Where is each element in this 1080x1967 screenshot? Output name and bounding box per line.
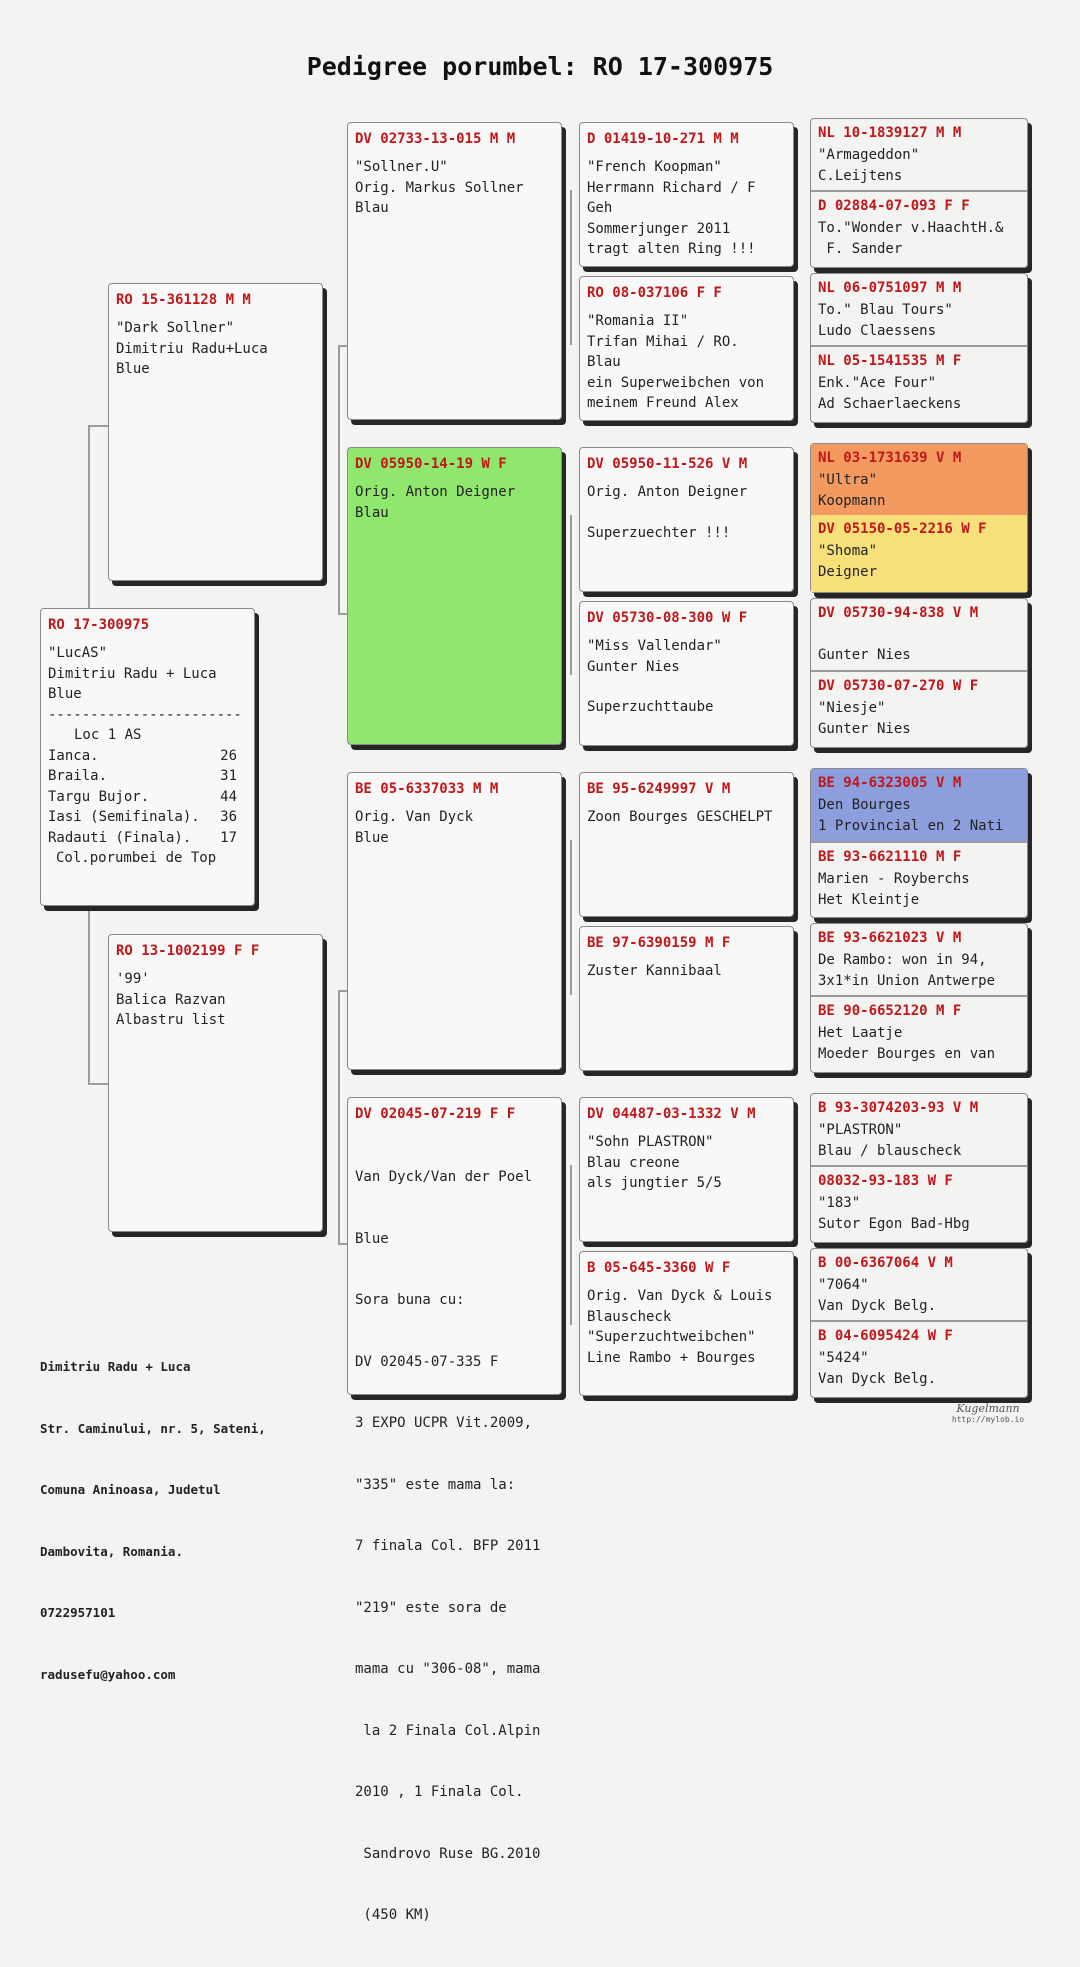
pigeon-line: Het Kleintje xyxy=(818,891,920,908)
result-row xyxy=(48,828,247,849)
ancestor-pair-card xyxy=(810,1248,1028,1398)
ancestor-cell[interactable] xyxy=(811,444,1027,517)
ancestor-cell[interactable] xyxy=(811,515,1027,592)
ring-number: 08032-93-183 W F xyxy=(818,1173,953,1189)
pigeon-line: Herrmann Richard / F xyxy=(587,179,756,196)
pigeon-line: 7 finala Col. BFP 2011 xyxy=(355,1538,541,1554)
pigeon-line: Line Rambo + Bourges xyxy=(587,1349,756,1366)
pigeon-line: Zoon Bourges GESCHELPT xyxy=(587,809,773,825)
pigeon-line: "Miss Vallendar" xyxy=(587,638,722,654)
pigeon-line: ein Superweibchen von xyxy=(587,374,765,391)
ancestor-cell[interactable] xyxy=(811,192,1027,267)
result-row xyxy=(48,766,247,787)
result-row xyxy=(48,746,247,767)
pigeon-line xyxy=(587,503,786,523)
pigeon-line: To."Wonder v.HaachtH.& xyxy=(818,220,1004,236)
ring-number: DV 04487-03-1332 V M xyxy=(587,1106,756,1122)
pigeon-line: Orig. Van Dyck & Louis xyxy=(587,1288,773,1304)
ancestor-pair-card xyxy=(810,598,1028,748)
pigeon-line: F. Sander xyxy=(818,240,903,257)
pigeon-line: "Armageddon" xyxy=(818,147,920,163)
great-grandparent-card[interactable] xyxy=(579,601,794,746)
pigeon-line: Blau xyxy=(355,504,389,521)
ring-number: RO 08-037106 F F xyxy=(587,285,722,301)
pigeon-line: "French Koopman" xyxy=(587,159,722,175)
owner-line: Str. Caminului, nr. 5, Sateni, xyxy=(40,1420,266,1436)
pigeon-name: '99' xyxy=(116,971,150,987)
result-row xyxy=(48,807,247,828)
ring-number: B 04-6095424 W F xyxy=(818,1328,953,1344)
ring-number: BE 90-6652120 M F xyxy=(818,1003,962,1019)
pigeon-line: "Ultra" xyxy=(818,472,878,488)
pigeon-line: Orig. Van Dyck xyxy=(355,809,474,825)
ancestor-cell[interactable] xyxy=(811,672,1027,747)
ring-number: DV 02045-07-219 F F xyxy=(355,1106,516,1122)
ring-number: DV 05950-11-526 V M xyxy=(587,456,748,472)
ring-number: B 05-645-3360 W F xyxy=(587,1260,731,1276)
ring-number: DV 05730-94-838 V M xyxy=(818,605,979,621)
ancestor-pair-card xyxy=(810,443,1028,593)
ring-number: B 93-3074203-93 V M xyxy=(818,1100,979,1116)
ancestor-cell[interactable] xyxy=(811,843,1027,917)
ring-number: BE 05-6337033 M M xyxy=(355,781,499,797)
page-title: Pedigree porumbel: RO 17-300975 xyxy=(306,52,774,81)
pigeon-line: Koopmann xyxy=(818,492,886,509)
pigeon-line: mama cu "306-08", mama xyxy=(355,1661,541,1677)
pigeon-line: 3x1*in Union Antwerpe xyxy=(818,972,996,989)
pigeon-line: Orig. Markus Sollner xyxy=(355,179,524,196)
race-place: 36 xyxy=(220,809,237,825)
pigeon-line: "Superzuchtweibchen" xyxy=(587,1329,756,1345)
pigeon-line: Trifan Mihai / RO. xyxy=(587,333,739,350)
ring-number: NL 06-0751097 M M xyxy=(818,280,962,296)
ancestor-cell[interactable] xyxy=(811,347,1027,422)
grandparent-card[interactable] xyxy=(347,122,562,420)
results-footer: Col.porumbei de Top xyxy=(56,850,217,866)
race-name: Iasi (Semifinala). xyxy=(48,809,200,825)
ring-number: D 02884-07-093 F F xyxy=(818,198,970,214)
pigeon-line: "Sohn PLASTRON" xyxy=(587,1134,714,1150)
pigeon-line: Gunter Nies xyxy=(818,647,911,663)
pigeon-line: Blue xyxy=(355,829,389,846)
ring-number: RO 13-1002199 F F xyxy=(116,943,260,959)
ring-number: D 01419-10-271 M M xyxy=(587,131,739,147)
pigeon-line: Blau xyxy=(587,354,621,370)
owner-line: Comuna Aninoasa, Judetul xyxy=(40,1482,221,1497)
pigeon-line: als jungtier 5/5 xyxy=(587,1175,722,1191)
pigeon-line: "219" este sora de xyxy=(355,1599,507,1616)
pigeon-line: "Shoma" xyxy=(818,543,878,559)
pigeon-line: "PLASTRON" xyxy=(818,1122,903,1138)
connector-line xyxy=(570,840,572,995)
ring-number: DV 05150-05-2216 W F xyxy=(818,521,987,537)
ancestor-cell[interactable] xyxy=(811,769,1027,843)
great-grandparent-card[interactable] xyxy=(579,122,794,267)
pigeon-line: Blau xyxy=(355,200,389,216)
grandparent-card[interactable] xyxy=(347,772,562,1070)
pigeon-line: "183" xyxy=(818,1195,861,1211)
pigeon-owner: Dimitriu Radu + Luca xyxy=(48,665,217,682)
pigeon-color: Albastru list xyxy=(116,1012,226,1028)
ancestor-cell[interactable] xyxy=(811,1322,1027,1397)
pigeon-line: Deigner xyxy=(818,563,878,580)
result-row xyxy=(48,787,247,808)
great-grandparent-card[interactable] xyxy=(579,772,794,917)
connector-line xyxy=(570,190,572,345)
pigeon-name: "LucAS" xyxy=(48,645,108,661)
connector-line xyxy=(570,515,572,675)
ring-number: DV 05730-08-300 W F xyxy=(587,610,748,626)
pigeon-line: Blau creone xyxy=(587,1154,680,1171)
pigeon-color: Blue xyxy=(116,361,150,377)
ring-number: BE 93-6621110 M F xyxy=(818,849,962,865)
pigeon-card[interactable] xyxy=(40,608,255,906)
ancestor-pair-card xyxy=(810,923,1028,1073)
dam-card[interactable] xyxy=(108,934,323,1232)
pigeon-line: Orig. Anton Deigner xyxy=(355,484,516,500)
ancestor-pair-card xyxy=(810,768,1028,918)
pigeon-line: De Rambo: won in 94, xyxy=(818,952,987,968)
pigeon-line: Sandrovo Ruse BG.2010 xyxy=(355,1845,541,1862)
pigeon-line: Den Bourges xyxy=(818,797,911,813)
ancestor-cell[interactable] xyxy=(811,924,1027,997)
ring-number: BE 95-6249997 V M xyxy=(587,781,731,797)
pigeon-line: Superzuechter !!! xyxy=(587,524,731,541)
race-place: 44 xyxy=(220,788,237,805)
owner-line: Dambovita, Romania. xyxy=(40,1543,183,1559)
pigeon-line: Superzuchttaube xyxy=(587,699,714,715)
ancestor-pair-card xyxy=(810,118,1028,268)
race-name: Radauti (Finala). xyxy=(48,829,192,846)
ring-number: RO 17-300975 xyxy=(48,617,150,633)
race-name: Ianca. xyxy=(48,747,99,764)
pigeon-line: Geh xyxy=(587,200,613,216)
pigeon-line: Ludo Claessens xyxy=(818,322,937,339)
sire-card[interactable] xyxy=(108,283,323,581)
pigeon-line: Zuster Kannibaal xyxy=(587,963,722,979)
owner-email[interactable]: radusefu@yahoo.com xyxy=(40,1666,176,1682)
great-grandparent-card[interactable] xyxy=(579,447,794,592)
ancestor-cell[interactable] xyxy=(811,1249,1027,1322)
pigeon-line: C.Leijtens xyxy=(818,167,903,184)
pigeon-line: "Sollner.U" xyxy=(355,159,448,175)
ancestor-cell[interactable] xyxy=(811,274,1027,347)
pigeon-line: la 2 Finala Col.Alpin xyxy=(355,1722,541,1739)
pigeon-line: Enk."Ace Four" xyxy=(818,375,937,391)
results-list xyxy=(48,746,247,849)
logo-url[interactable]: http://mylob.io xyxy=(951,1415,1025,1424)
connector-line xyxy=(338,345,340,615)
grandparent-card[interactable] xyxy=(347,447,562,745)
pigeon-line: "335" este mama la: xyxy=(355,1476,516,1493)
separator-line: ----------------------- xyxy=(48,706,242,723)
pigeon-owner: Dimitriu Radu+Luca xyxy=(116,340,268,357)
ancestor-cell[interactable] xyxy=(811,119,1027,192)
ring-number: BE 94-6323005 V M xyxy=(818,775,962,791)
ring-number: NL 05-1541535 M F xyxy=(818,353,962,369)
logo-signature: Kugelmann xyxy=(956,1402,1020,1415)
pigeon-line: Blue xyxy=(355,1230,389,1247)
owner-line: Dimitriu Radu + Luca xyxy=(40,1359,191,1374)
connector-line xyxy=(88,1083,108,1085)
pigeon-line: "7064" xyxy=(818,1277,869,1293)
owner-phone: 0722957101 xyxy=(40,1605,116,1620)
ancestor-cell[interactable] xyxy=(811,1094,1027,1167)
pigeon-line: Moeder Bourges en van xyxy=(818,1045,996,1062)
connector-line xyxy=(88,425,108,427)
race-name: Braila. xyxy=(48,768,108,784)
pigeon-line: Gunter Nies xyxy=(818,720,911,737)
pigeon-line: Het Laatje xyxy=(818,1025,903,1041)
pigeon-line: Blau / blauscheck xyxy=(818,1142,962,1159)
pigeon-line xyxy=(818,625,1020,645)
race-place: 26 xyxy=(220,747,237,764)
race-place: 17 xyxy=(220,829,237,846)
pigeon-line: (450 KM) xyxy=(355,1907,431,1923)
ancestor-cell[interactable] xyxy=(811,1167,1027,1242)
pigeon-line: Van Dyck Belg. xyxy=(818,1370,937,1387)
grandparent-card[interactable] xyxy=(347,1097,562,1923)
ring-number: B 00-6367064 V M xyxy=(818,1255,953,1271)
pigeon-line xyxy=(587,677,786,697)
race-name: Targu Bujor. xyxy=(48,788,150,805)
ancestor-cell[interactable] xyxy=(811,997,1027,1072)
owner-address xyxy=(40,1316,266,1706)
logo xyxy=(948,1402,1028,1424)
ring-number: DV 05950-14-19 W F xyxy=(355,456,507,472)
pigeon-line: 2010 , 1 Finala Col. xyxy=(355,1784,524,1800)
ring-number: DV 05730-07-270 W F xyxy=(818,678,979,694)
pigeon-owner: Balica Razvan xyxy=(116,991,226,1008)
pigeon-line: meinem Freund Alex xyxy=(587,395,739,411)
pigeon-line: Marien - Royberchs xyxy=(818,871,970,887)
pigeon-line: Sora buna cu: xyxy=(355,1292,465,1308)
ring-number: NL 10-1839127 M M xyxy=(818,125,962,141)
pigeon-line: Van Dyck/Van der Poel xyxy=(355,1169,533,1185)
great-grandparent-card[interactable] xyxy=(579,926,794,1071)
ancestor-pair-card xyxy=(810,273,1028,423)
great-grandparent-card[interactable] xyxy=(579,1097,794,1242)
pigeon-line: Blauscheck xyxy=(587,1308,672,1325)
ring-number: BE 97-6390159 M F xyxy=(587,935,731,951)
pigeon-line: Gunter Nies xyxy=(587,658,680,675)
pigeon-line: Ad Schaerlaeckens xyxy=(818,395,962,412)
pigeon-line: Van Dyck Belg. xyxy=(818,1297,937,1314)
pigeon-line: tragt alten Ring !!! xyxy=(587,241,756,257)
pigeon-line: 3 EXPO UCPR Vit.2009, xyxy=(355,1415,533,1431)
pigeon-line: Sommerjunger 2011 xyxy=(587,220,731,237)
pigeon-line: Sutor Egon Bad-Hbg xyxy=(818,1215,970,1232)
pigeon-line: "5424" xyxy=(818,1350,869,1366)
ancestor-pair-card xyxy=(810,1093,1028,1243)
pigeon-line: DV 02045-07-335 F xyxy=(355,1353,499,1370)
ancestor-cell[interactable] xyxy=(811,599,1027,672)
pigeon-line: "Niesje" xyxy=(818,700,886,716)
great-grandparent-card[interactable] xyxy=(579,276,794,421)
pigeon-color: Blue xyxy=(48,686,82,702)
ring-number: NL 03-1731639 V M xyxy=(818,450,962,466)
pigeon-line: "Romania II" xyxy=(587,313,689,329)
connector-line xyxy=(338,990,340,1245)
ring-number: DV 02733-13-015 M M xyxy=(355,131,516,147)
ring-number: RO 15-361128 M M xyxy=(116,292,251,308)
pigeon-name: "Dark Sollner" xyxy=(116,320,235,336)
pigeon-line: 1 Provincial en 2 Nati xyxy=(818,817,1004,834)
connector-line xyxy=(570,1165,572,1325)
race-place: 31 xyxy=(220,768,237,784)
pigeon-line: To." Blau Tours" xyxy=(818,302,953,318)
results-heading: Loc 1 AS xyxy=(74,727,142,743)
ring-number: BE 93-6621023 V M xyxy=(818,930,962,946)
great-grandparent-card[interactable] xyxy=(579,1251,794,1396)
pigeon-line: Orig. Anton Deigner xyxy=(587,484,748,500)
